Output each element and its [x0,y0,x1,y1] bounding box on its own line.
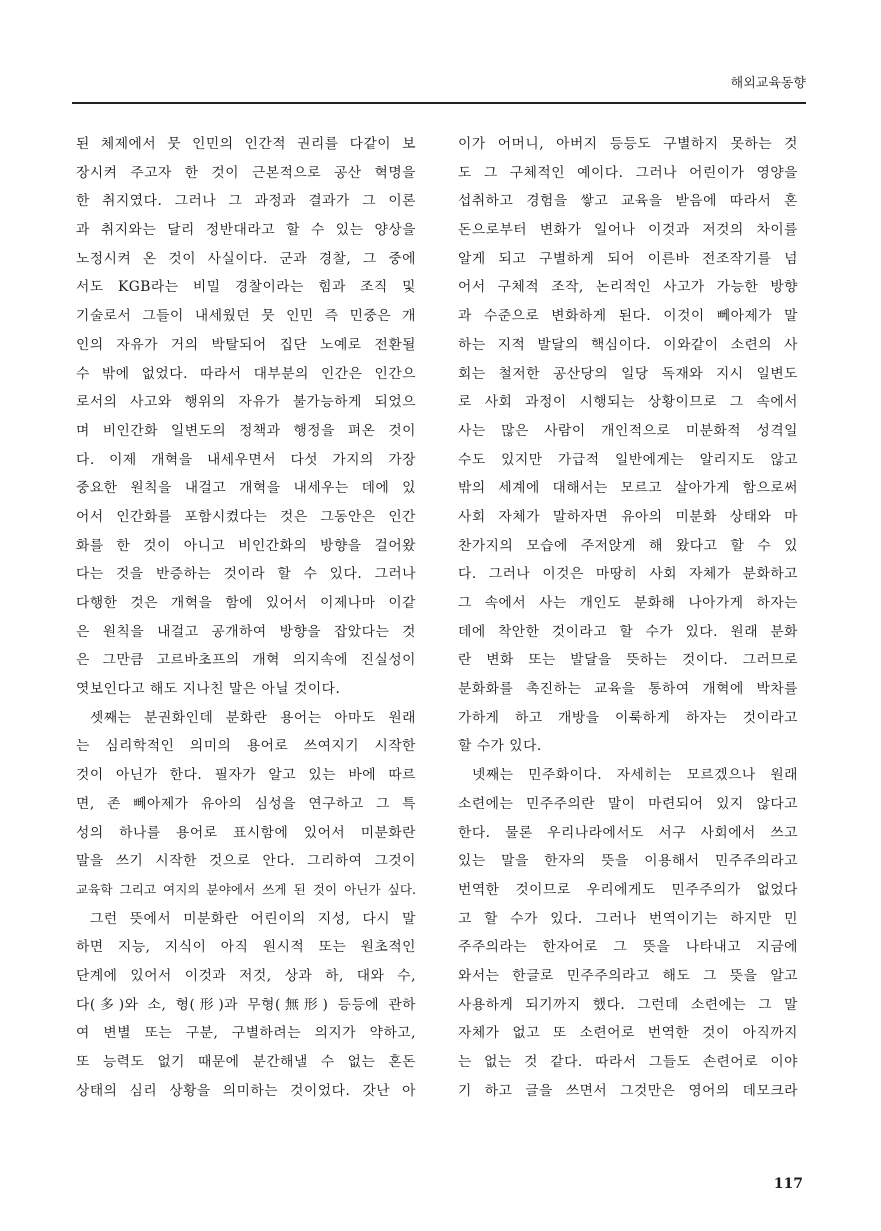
text-line: 서도 KGB라는 비밀 경찰이라는 힘과 조직 및 [76,279,416,296]
text-line: 섭취하고 경험을 쌓고 교육을 받음에 따라서 혼 [458,193,798,210]
text-line: 데에 착안한 것이라고 할 수가 있다. 원래 분화 [458,623,798,640]
text-line: 노정시켜 온 것이 사실이다. 군과 경찰, 그 중에 [76,250,416,267]
text-line: 알게 되고 구별하게 되어 이른바 전조작기를 넘 [458,250,798,267]
text-line: 소련에는 민주주의란 말이 마련되어 있지 않다고 [458,795,798,812]
text-line: 인의 자유가 거의 박탈되어 집단 노예로 전환될 [76,336,416,353]
text-line: 번역한 것이므로 우리에게도 민주주의가 없었다 [458,881,798,898]
text-line: 는 없는 것 같다. 따라서 그들도 손련어로 이야 [458,1054,798,1070]
text-line: 다는 것을 반증하는 것이라 할 수 있다. 그러나 [76,566,416,583]
right-column [458,130,798,1105]
text-line: 다. 이제 개혁을 내세우면서 다섯 가지의 가장 [76,451,416,468]
text-line: 교육학 그리고 여지의 분야에서 쓰게 된 것이 아닌가 싶다. [76,881,416,897]
text-line: 중요한 원칙을 내걸고 개혁을 내세우는 데에 있 [76,480,416,497]
text-line: 며 비인간화 일변도의 정책과 행정을 펴온 것이 [76,422,416,439]
text-line: 엿보인다고 해도 지나친 말은 아닐 것이다. [76,681,341,698]
text-line: 셋째는 분권화인데 분화란 용어는 아마도 원래 [90,709,416,726]
text-line: 와서는 한글로 민주주의라고 해도 그 뜻을 알고 [458,967,798,984]
text-line: 찬가지의 모습에 주저앉게 해 왔다고 할 수 있 [458,537,798,554]
text-line: 란 변화 또는 발달을 뜻하는 것이다. 그러므로 [458,652,798,669]
text-line: 이가 어머니, 아버지 등등도 구별하지 못하는 것 [458,136,798,152]
text-line: 과 취지와는 달리 정반대라고 할 수 있는 양상을 [76,222,416,239]
text-line: 그 속에서 사는 개인도 분화해 나아가게 하자는 [458,595,798,611]
text-line: 한다. 물론 우리나라에서도 서구 사회에서 쓰고 [458,824,798,841]
text-line: 있는 말을 한자의 뜻을 이용해서 민주주의라고 [458,853,798,870]
text-line: 성의 하나를 용어로 표시함에 있어서 미분화란 [76,824,416,841]
text-line: 수도 있지만 가급적 일반에게는 알리지도 않고 [458,451,798,468]
text-line: 상태의 심리 상황을 의미하는 것이었다. 갓난 아 [76,1082,416,1099]
text-line: 할 수가 있다. [458,738,542,755]
text-line: 자체가 없고 또 소련어로 번역한 것이 아직까지 [458,1025,798,1042]
text-line: 는 심리학적인 의미의 용어로 쓰여지기 시작한 [76,738,416,755]
page-header [72,72,806,100]
text-line: 다(多)와 소, 형(形)과 무형(無形) 등등에 관하 [76,996,416,1013]
text-line: 사용하게 되기까지 했다. 그런데 소련에는 그 말 [458,996,798,1013]
text-line: 돈으로부터 변화가 일어나 이것과 저것의 차이를 [458,222,798,239]
text-line: 기술로서 그들이 내세웠던 뭇 인민 즉 민중은 개 [76,308,416,325]
text-line: 넷째는 민주화이다. 자세히는 모르겠으나 원래 [472,767,798,784]
text-line: 어서 인간화를 포함시켰다는 것은 그동안은 인간 [76,508,416,525]
page-number: 117 [773,1176,803,1192]
text-line: 장시켜 주고자 한 것이 근본적으로 공산 혁명을 [76,164,416,181]
text-line: 주주의라는 한자어로 그 뜻을 나타내고 지금에 [458,939,798,956]
left-column [76,130,416,1105]
text-line: 하는 지적 발달의 핵심이다. 이와같이 소련의 사 [458,336,798,353]
text-line: 은 원칙을 내걸고 공개하여 방향을 잡았다는 것 [76,623,416,640]
text-line: 사회 자체가 말하자면 유아의 미분화 상태와 마 [458,508,798,525]
text-line: 면, 존 뻬아제가 유아의 심성을 연구하고 그 특 [76,795,416,812]
section-title: 해외교육동향 [730,76,806,91]
text-line: 것이 아닌가 한다. 필자가 알고 있는 바에 따르 [76,767,416,784]
text-line: 어서 구체적 조작, 논리적인 사고가 가능한 방향 [458,279,798,296]
text-line: 그런 뜻에서 미분화란 어린이의 지성, 다시 말 [90,910,416,927]
text-line: 가하게 하고 개방을 이룩하게 하자는 것이라고 [458,709,798,726]
text-line: 과 수준으로 변화하게 된다. 이것이 뻬아제가 말 [458,308,798,325]
text-line: 기 하고 글을 쓰면서 그것만은 영어의 데모크라 [458,1082,798,1099]
text-line: 회는 철저한 공산당의 일당 독재와 지시 일변도 [458,365,798,382]
text-line: 다행한 것은 개혁을 함에 있어서 이제나마 이같 [76,595,416,611]
text-line: 화를 한 것이 아니고 비인간화의 방향을 걸어왔 [76,537,416,554]
text-line: 로 사회 과정이 시행되는 상황이므로 그 속에서 [458,394,798,411]
text-line: 또 능력도 없기 때문에 분간해낼 수 없는 혼돈 [76,1054,416,1070]
text-line: 된 체제에서 뭇 인민의 인간적 권리를 다같이 보 [76,136,416,152]
text-line: 다. 그러나 이것은 마땅히 사회 자체가 분화하고 [458,566,798,583]
text-line: 고 할 수가 있다. 그러나 번역이기는 하지만 민 [458,910,798,927]
text-line: 로서의 사고와 행위의 자유가 불가능하게 되었으 [76,394,416,411]
text-line: 여 변별 또는 구분, 구별하려는 의지가 약하고, [76,1025,416,1042]
header-rule [72,102,806,104]
text-line: 분화화를 촉진하는 교육을 통하여 개혁에 박차를 [458,681,798,698]
text-line: 도 그 구체적인 예이다. 그러나 어린이가 영양을 [458,164,798,181]
text-line: 사는 많은 사람이 개인적으로 미분화적 성격일 [458,422,798,439]
text-line: 수 밖에 없었다. 따라서 대부분의 인간은 인간으 [76,365,416,382]
text-line: 단계에 있어서 이것과 저것, 상과 하, 대와 수, [76,967,416,984]
text-line: 하면 지능, 지식이 아직 원시적 또는 원초적인 [76,939,416,956]
text-line: 은 그만큼 고르바초프의 개혁 의지속에 진실성이 [76,652,416,669]
text-line: 말을 쓰기 시작한 것으로 안다. 그리하여 그것이 [76,853,416,870]
text-line: 밖의 세계에 대해서는 모르고 살아가게 함으로써 [458,480,798,497]
text-line: 한 취지였다. 그러나 그 과정과 결과가 그 이론 [76,193,416,210]
